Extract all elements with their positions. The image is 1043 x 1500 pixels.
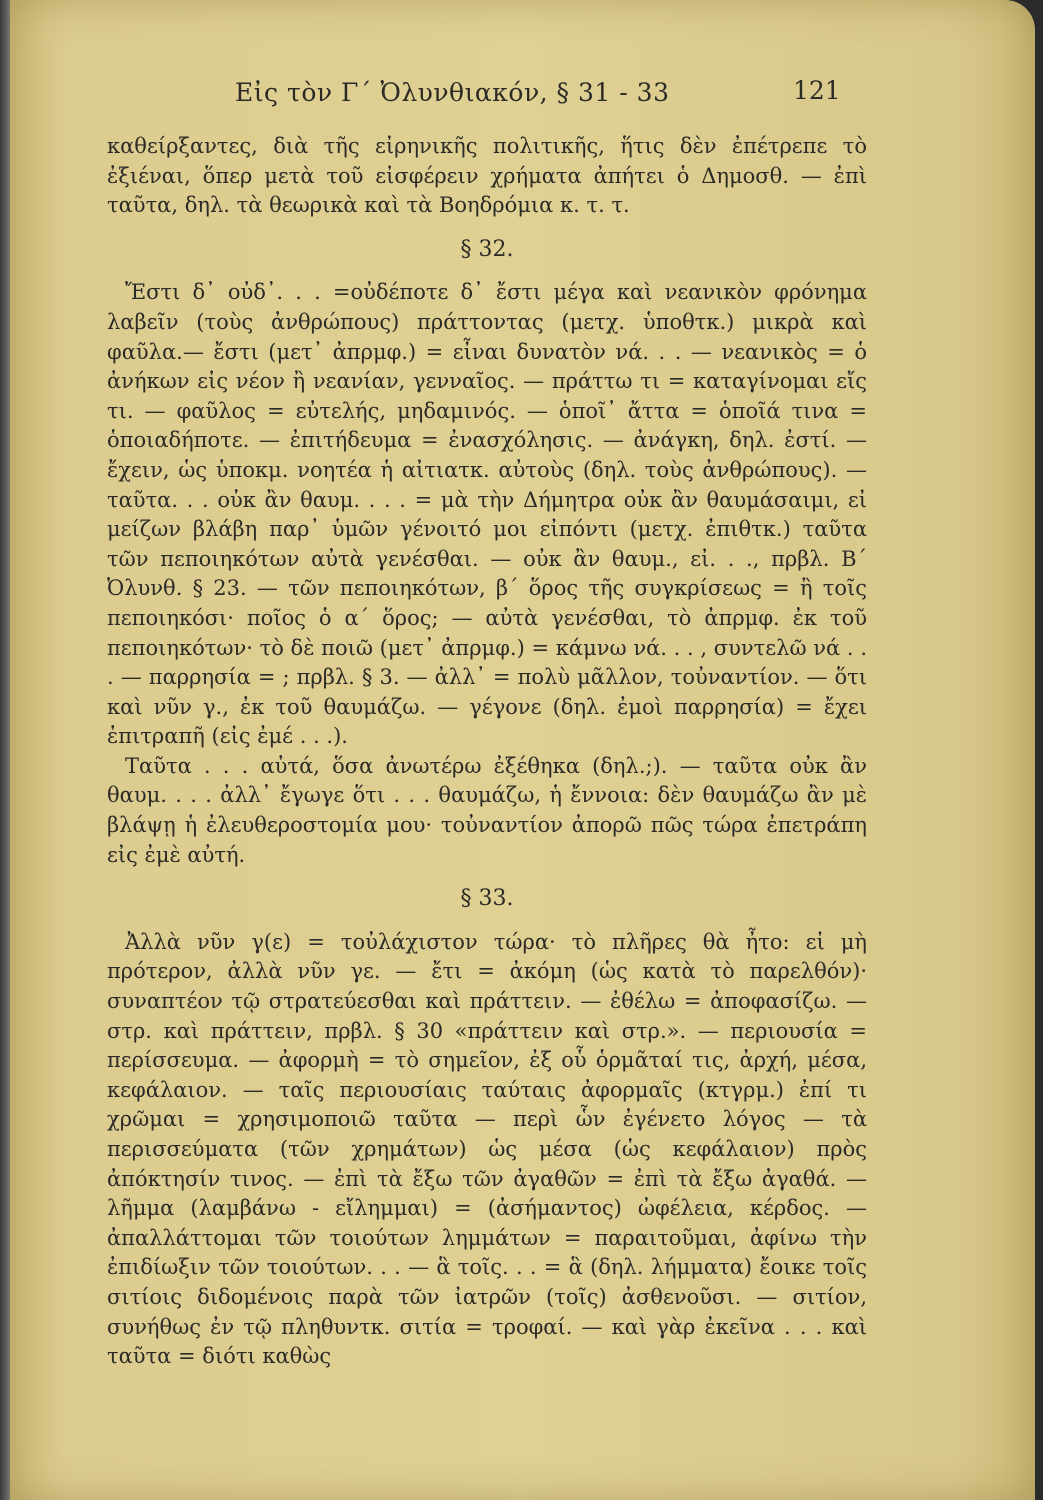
page-header <box>10 78 1035 118</box>
section-33-heading: § 33. <box>460 886 514 912</box>
section-33-paragraph-1: Ἀλλὰ νῦν γ(ε) = τοὐλάχιστον τώρα· τὸ πλῆρες θὰ ἦτο: εἰ μὴ πρότερον, ἀλλὰ νῦν γε. — ἔτι = ἀκόμη (ὡς κατὰ τὸ παρελθόν)· συναπτέον τῷ στρατεύεσθαι καὶ πράττειν. — ἐθέλω = ἀποφασίζω. — στρ. καὶ πράττειν, πρβλ. § 30 «πράττειν καὶ στρ.». — περιουσία = περίσσευμα. — ἀφορμὴ = τὸ σημεῖον, ἐξ οὗ ὁρμᾶταί τις, ἀρχή, μέσα, κεφάλαιον. — ταῖς περιουσίαις ταύταις ἀφορμαῖς (κτγρμ.) ἐπί τι χρῶμαι = χρησιμοποιῶ ταῦτα — περὶ ὧν ἐγένετο λόγος — τὰ περισσεύματα (τῶν χρημάτων) ὡς μέσα (ὡς κεφάλαιον) πρὸς ἀπόκτησίν τινος. — ἐπὶ τὰ ἔξω τῶν ἀγαθῶν = ἐπὶ τὰ ἔξω ἀγαθά. — λῆμμα (λαμβάνω - εἴλημμαι) = (ἀσήμαντος) ὠφέλεια, κέρδος. — ἀπαλλάττομαι τῶν τοιούτων λημμάτων = παραιτοῦμαι, ἀφίνω τὴν ἐπιδίωξιν τῶν τοιούτων. . . — ἃ τοῖς. . . = ἃ (δηλ. λήμματα) ἔοικε τοῖς σιτίοις διδομένοις παρὰ τῶν ἰατρῶν (τοῖς) ἀσθενοῦσι. — σιτίον, συνήθως ἐν τῷ πληθυντκ. σιτία = τροφαί. — καὶ γὰρ ἐκεῖνα . . . καὶ ταῦτα = διότι καθὼς <box>107 929 867 1369</box>
intro-paragraph: καθείρξαντες, διὰ τῆς εἰρηνικῆς πολιτικῆς, ἥτις δὲν ἐπέτρεπε τὸ ἐξιέναι, ὅπερ μετὰ τοῦ εἰσφέρειν χρήματα ἀπήτει ὁ Δημοσθ. — ἐπὶ ταῦτα, δηλ. τὰ θεωρικὰ καὶ τὰ Βοηδρόμια κ. τ. τ. <box>107 134 867 218</box>
running-head: Εἰς τὸν Γ΄ Ὀλυνθιακόν, § 31 - 33 <box>235 78 670 107</box>
book-page <box>10 0 1035 1500</box>
section-32-paragraph-2: Ταῦτα . . . αὐτά, ὅσα ἀνωτέρω ἐξέθηκα (δηλ.;). — ταῦτα οὐκ ἂν θαυμ. . . . ἀλλ᾿ ἔγωγε ὅτι . . . θαυμάζω, ἡ ἔννοια: δὲν θαυμάζω ἂν μὲ βλάψῃ ἡ ἐλευθεροστομία μου· τοὐναντίον ἀπορῶ πῶς τώρα ἐπετράπη εἰς ἐμὲ αὐτή. <box>107 753 867 867</box>
section-32-paragraph-1: Ἔστι δ᾿ οὐδ᾿. . . =οὐδέποτε δ᾿ ἔστι μέγα καὶ νεανικὸν φρόνημα λαβεῖν (τοὺς ἀνθρώπους) πράττοντας (μετχ. ὑποθτκ.) μικρὰ καὶ φαῦλα.— ἔστι (μετ᾿ ἀπρμφ.) = εἶναι δυνατὸν νά. . . — νεανικὸς = ὁ ἀνήκων εἰς νέον ἢ νεανίαν, γενναῖος. — πράττω τι = καταγίνομαι εἴς τι. — φαῦλος = εὐτελής, μηδαμινός. — ὁποῖ᾿ ἄττα = ὁποῖά τινα = ὁποιαδήποτε. — ἐπιτήδευμα = ἐνασχόλησις. — ἀνάγκη, δηλ. ἐστί. — ἔχειν, ὡς ὑποκμ. νοητέα ἡ αἰτιατκ. αὐτοὺς (δηλ. τοὺς ἀνθρώπους). — ταῦτα. . . οὐκ ἂν θαυμ. . . . = μὰ τὴν Δήμητρα οὐκ ἂν θαυμάσαιμι, εἰ μείζων βλάβη παρ᾿ ὑμῶν γένοιτό μοι εἰπόντι (μετχ. ἐπιθτκ.) ταῦτα τῶν πεποιηκότων αὐτὰ γενέσθαι. — οὐκ ἂν θαυμ., εἰ. . ., πρβλ. Β΄ Ὀλυνθ. § 23. — τῶν πεποιηκότων, β΄ ὅρος τῆς συγκρίσεως = ἢ τοῖς πεποιηκόσι· ποῖος ὁ α΄ ὅρος; — αὐτὰ γενέσθαι, τὸ ἀπρμφ. ἐκ τοῦ πεποιηκότων· τὸ δὲ ποιῶ (μετ᾿ ἀπρμφ.) = κάμνω νά. . . , συντελῶ νά . . . — παρρησία = ; πρβλ. § 3. — ἀλλ᾿ = πολὺ μᾶλλον, τοὐναντίον. — ὅτι καὶ νῦν γ., ἐκ τοῦ θαυμάζω. — γέγονε (δηλ. ἐμοὶ παρρησία) = ἔχει ἐπιτραπῆ (εἰς ἐμέ . . .). <box>107 280 867 749</box>
section-32-heading: § 32. <box>460 236 514 262</box>
page-number: 121 <box>793 76 841 105</box>
page-body <box>107 132 867 1372</box>
